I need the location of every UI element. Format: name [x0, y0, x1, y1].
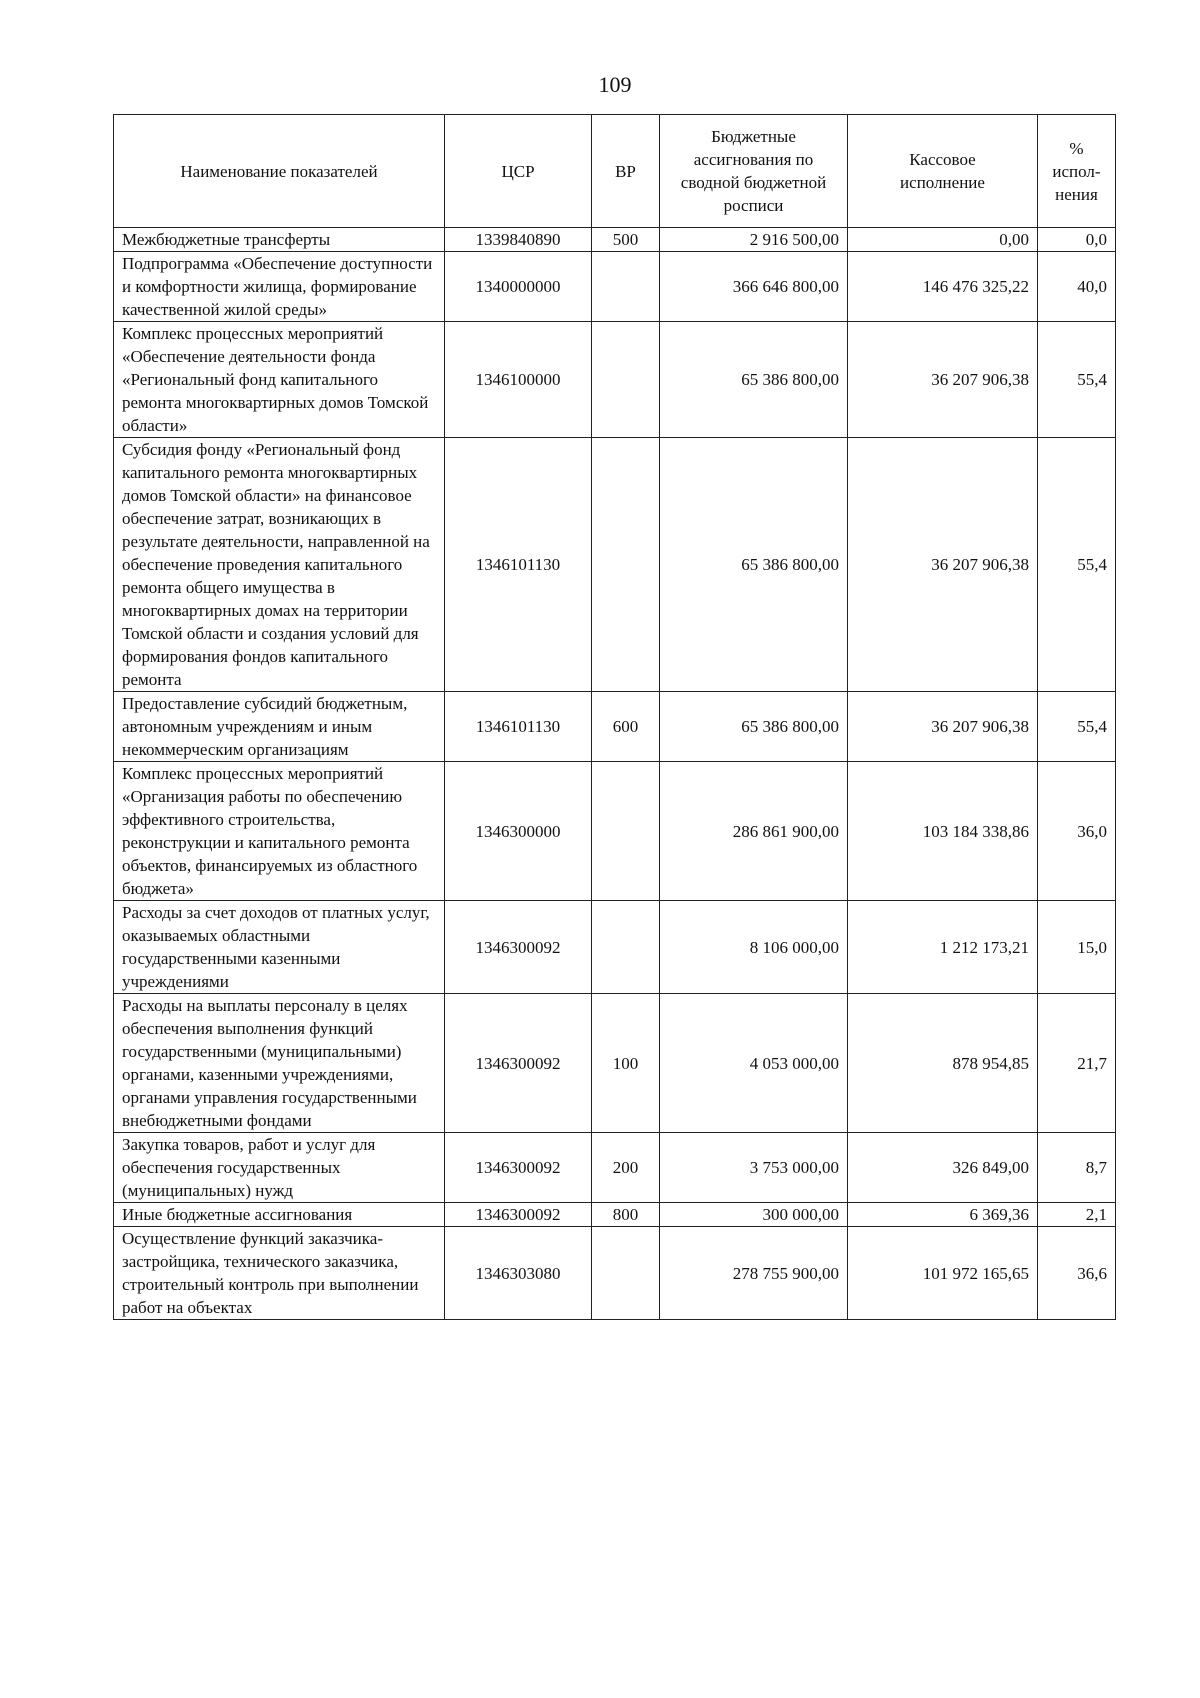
cell-name: Субсидия фонду «Региональный фонд капитального ремонта многоквартирных домов Томской области» на финансовое обеспечение затрат, возникающих в результате деятельности, направленной на обеспечение проведения капитального ремонта общего имущества в многоквартирных домах на территории Томской области и создания условий для формирования фондов капитального ремонта: [114, 438, 445, 692]
table-row: [114, 692, 1116, 762]
cell-budget: 65 386 800,00: [660, 322, 848, 438]
cell-budget: 65 386 800,00: [660, 692, 848, 762]
cell-csr: 1339840890: [445, 228, 592, 252]
cell-pct: 36,6: [1038, 1227, 1116, 1320]
cell-pct: 21,7: [1038, 994, 1116, 1133]
cell-cash: 36 207 906,38: [848, 438, 1038, 692]
header-vr: ВР: [592, 115, 660, 228]
cell-cash: 878 954,85: [848, 994, 1038, 1133]
cell-name: Комплекс процессных мероприятий «Обеспечение деятельности фонда «Региональный фонд капитального ремонта многоквартирных домов Томской области»: [114, 322, 445, 438]
cell-budget: 4 053 000,00: [660, 994, 848, 1133]
cell-vr: [592, 322, 660, 438]
page-number: 109: [598, 72, 632, 97]
cell-cash: 146 476 325,22: [848, 252, 1038, 322]
cell-budget: 3 753 000,00: [660, 1133, 848, 1203]
cell-budget: 300 000,00: [660, 1203, 848, 1227]
table-header-row: [114, 115, 1116, 228]
cell-cash: 326 849,00: [848, 1133, 1038, 1203]
cell-name: Иные бюджетные ассигнования: [114, 1203, 445, 1227]
cell-budget: 8 106 000,00: [660, 901, 848, 994]
table-row: [114, 1133, 1116, 1203]
cell-budget: 366 646 800,00: [660, 252, 848, 322]
table-row: [114, 228, 1116, 252]
cell-csr: 1340000000: [445, 252, 592, 322]
cell-budget: 286 861 900,00: [660, 762, 848, 901]
cell-cash: 101 972 165,65: [848, 1227, 1038, 1320]
table-row: [114, 322, 1116, 438]
cell-name: Предоставление субсидий бюджетным, автономным учреждениям и иным некоммерческим организациям: [114, 692, 445, 762]
cell-pct: 55,4: [1038, 322, 1116, 438]
cell-csr: 1346300000: [445, 762, 592, 901]
cell-vr: [592, 1227, 660, 1320]
table-row: [114, 1227, 1116, 1320]
cell-cash: 6 369,36: [848, 1203, 1038, 1227]
cell-vr: 100: [592, 994, 660, 1133]
cell-pct: 8,7: [1038, 1133, 1116, 1203]
cell-vr: 600: [592, 692, 660, 762]
cell-name: Осуществление функций заказчика-застройщика, технического заказчика, строительный контроль при выполнении работ на объектах: [114, 1227, 445, 1320]
cell-pct: 55,4: [1038, 438, 1116, 692]
cell-cash: 1 212 173,21: [848, 901, 1038, 994]
cell-budget: 278 755 900,00: [660, 1227, 848, 1320]
table-row: [114, 994, 1116, 1133]
cell-vr: [592, 438, 660, 692]
cell-name: Закупка товаров, работ и услуг для обеспечения государственных (муниципальных) нужд: [114, 1133, 445, 1203]
cell-budget: 2 916 500,00: [660, 228, 848, 252]
header-cash: Кассовое исполнение: [848, 115, 1038, 228]
header-name: Наименование показателей: [114, 115, 445, 228]
table-row: [114, 438, 1116, 692]
cell-pct: 55,4: [1038, 692, 1116, 762]
cell-vr: 500: [592, 228, 660, 252]
table-row: [114, 901, 1116, 994]
cell-csr: 1346100000: [445, 322, 592, 438]
cell-csr: 1346300092: [445, 901, 592, 994]
cell-csr: 1346101130: [445, 692, 592, 762]
cell-pct: 15,0: [1038, 901, 1116, 994]
header-csr: ЦСР: [445, 115, 592, 228]
cell-name: Комплекс процессных мероприятий «Организация работы по обеспечению эффективного строительства, реконструкции и капитального ремонта объектов, финансируемых из областного бюджета»: [114, 762, 445, 901]
header-budget: Бюджетные ассигнования по сводной бюджетной росписи: [660, 115, 848, 228]
cell-pct: 40,0: [1038, 252, 1116, 322]
cell-vr: [592, 252, 660, 322]
cell-csr: 1346300092: [445, 1203, 592, 1227]
cell-name: Расходы за счет доходов от платных услуг, оказываемых областными государственными казенными учреждениями: [114, 901, 445, 994]
cell-cash: 103 184 338,86: [848, 762, 1038, 901]
cell-budget: 65 386 800,00: [660, 438, 848, 692]
header-pct: % испол-нения: [1038, 115, 1116, 228]
cell-csr: 1346300092: [445, 994, 592, 1133]
cell-pct: 36,0: [1038, 762, 1116, 901]
cell-pct: 2,1: [1038, 1203, 1116, 1227]
cell-name: Межбюджетные трансферты: [114, 228, 445, 252]
cell-vr: 200: [592, 1133, 660, 1203]
cell-csr: 1346101130: [445, 438, 592, 692]
table-row: [114, 1203, 1116, 1227]
cell-csr: 1346303080: [445, 1227, 592, 1320]
cell-vr: [592, 901, 660, 994]
table-row: [114, 762, 1116, 901]
cell-cash: 36 207 906,38: [848, 322, 1038, 438]
cell-csr: 1346300092: [445, 1133, 592, 1203]
cell-vr: 800: [592, 1203, 660, 1227]
cell-vr: [592, 762, 660, 901]
cell-cash: 36 207 906,38: [848, 692, 1038, 762]
table-body: [114, 228, 1116, 1320]
cell-name: Подпрограмма «Обеспечение доступности и комфортности жилища, формирование качественной жилой среды»: [114, 252, 445, 322]
cell-pct: 0,0: [1038, 228, 1116, 252]
table-row: [114, 252, 1116, 322]
cell-cash: 0,00: [848, 228, 1038, 252]
budget-execution-table: [113, 114, 1116, 1320]
cell-name: Расходы на выплаты персоналу в целях обеспечения выполнения функций государственными (муниципальными) органами, казенными учреждениями, органами управления государственными внебюджетными фондами: [114, 994, 445, 1133]
